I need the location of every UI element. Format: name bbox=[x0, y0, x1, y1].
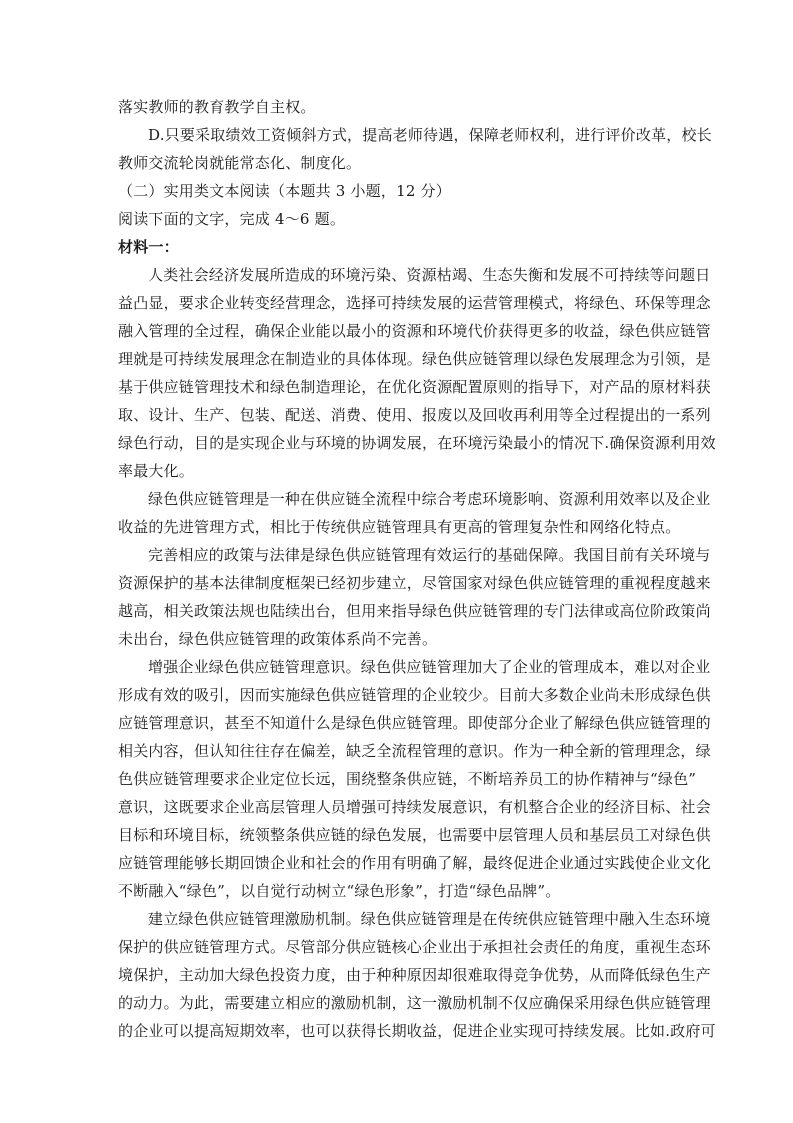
paragraph-line: 融入管理的全过程，确保企业能以最小的资源和环境代价获得更多的收益，绿色供应链管 bbox=[118, 322, 711, 340]
paragraph-line: 应链管理能够长期回馈企业和社会的作用有明确了解，最终促进企业通过实践使企业文化 bbox=[118, 854, 711, 872]
paragraph-line: 建立绿色供应链管理激励机制。绿色供应链管理是在传统供应链管理中融入生态环境 bbox=[148, 910, 711, 928]
paragraph-line: 增强企业绿色供应链管理意识。绿色供应链管理加大了企业的管理成本，难以对企业 bbox=[148, 658, 711, 676]
paragraph-line: 取、设计、生产、包装、配送、消费、使用、报废以及回收再利用等全过程提出的一系列 bbox=[118, 406, 711, 424]
paragraph-line: 绿色供应链管理是一种在供应链全流程中综合考虑环境影响、资源利用效率以及企业 bbox=[148, 490, 711, 508]
paragraph-line: 理就是可持续发展理念在制造业的具体体现。绿色供应链管理以绿色发展理念为引领，是 bbox=[118, 350, 711, 368]
paragraph-line: 形成有效的吸引，因而实施绿色供应链管理的企业较少。目前大多数企业尚未形成绿色供 bbox=[118, 686, 711, 704]
paragraph-line: 意识，这既要求企业高层管理人员增强可持续发展意识，有机整合企业的经济目标、社会 bbox=[118, 798, 711, 816]
text-line: 落实教师的教育教学自主权。 bbox=[118, 98, 316, 116]
paragraph-line: 人类社会经济发展所造成的环境污染、资源枯竭、生态失衡和发展不可持续等问题日 bbox=[148, 266, 711, 284]
paragraph-line: 率最大化。 bbox=[118, 462, 195, 480]
section-heading: （二）实用类文本阅读（本题共 3 小题，12 分） bbox=[118, 182, 451, 200]
option-d-line: D.只要采取绩效工资倾斜方式，提高老师待遇，保障老师权利，进行评价改革，校长 bbox=[148, 126, 712, 144]
paragraph-line: 绿色行动，目的是实现企业与环境的协调发展，在环境污染最小的情况下.确保资源利用效 bbox=[118, 434, 716, 452]
paragraph-line: 益凸显，要求企业转变经营理念，选择可持续发展的运营管理模式，将绿色、环保等理念 bbox=[118, 294, 711, 312]
paragraph-line: 基于供应链管理技术和绿色制造理论，在优化资源配置原则的指导下，对产品的原材料获 bbox=[118, 378, 711, 396]
paragraph-line: 应链管理意识，甚至不知道什么是绿色供应链管理。即使部分企业了解绿色供应链管理的 bbox=[118, 714, 711, 732]
paragraph-line: 完善相应的政策与法律是绿色供应链管理有效运行的基础保障。我国目前有关环境与 bbox=[148, 546, 711, 564]
paragraph-line: 未出台，绿色供应链管理的政策体系尚不完善。 bbox=[118, 630, 438, 648]
text-line: 教师交流轮岗就能常态化、制度化。 bbox=[118, 154, 362, 172]
paragraph-line: 的动力。为此，需要建立相应的激励机制，这一激励机制不仅应确保采用绿色供应链管理 bbox=[118, 994, 711, 1012]
paragraph-line: 收益的先进管理方式，相比于传统供应链管理具有更高的管理复杂性和网络化特点。 bbox=[118, 518, 681, 536]
paragraph-line: 越高，相关政策法规也陆续出台，但用来指导绿色供应链管理的专门法律或高位阶政策尚 bbox=[118, 602, 711, 620]
paragraph-line: 色供应链管理要求企业定位长远，围绕整条供应链，不断培养员工的协作精神与“绿色” bbox=[118, 770, 697, 788]
instruction-line: 阅读下面的文字，完成 4～6 题。 bbox=[118, 210, 346, 228]
paragraph-line: 境保护，主动加大绿色投资力度，由于种种原因却很难取得竞争优势，从而降低绿色生产 bbox=[118, 966, 711, 984]
paragraph-line: 不断融入“绿色”，以自觉行动树立“绿色形象”，打造“绿色品牌”。 bbox=[118, 882, 561, 900]
paragraph-line: 资源保护的基本法律制度框架已经初步建立，尽管国家对绿色供应链管理的重视程度越来 bbox=[118, 574, 711, 592]
paragraph-line: 保护的供应链管理方式。尽管部分供应链核心企业出于承担社会责任的角度，重视生态环 bbox=[118, 938, 711, 956]
material-heading: 材料一： bbox=[118, 238, 179, 256]
document-body bbox=[118, 93, 716, 1045]
paragraph-line: 相关内容，但认知往往存在偏差，缺乏全流程管理的意识。作为一种全新的管理理念，绿 bbox=[118, 742, 711, 760]
paragraph-line: 的企业可以提高短期效率，也可以获得长期收益，促进企业实现可持续发展。比如.政府可 bbox=[118, 1022, 716, 1040]
paragraph-line: 目标和环境目标，统领整条供应链的绿色发展，也需要中层管理人员和基层员工对绿色供 bbox=[118, 826, 711, 844]
